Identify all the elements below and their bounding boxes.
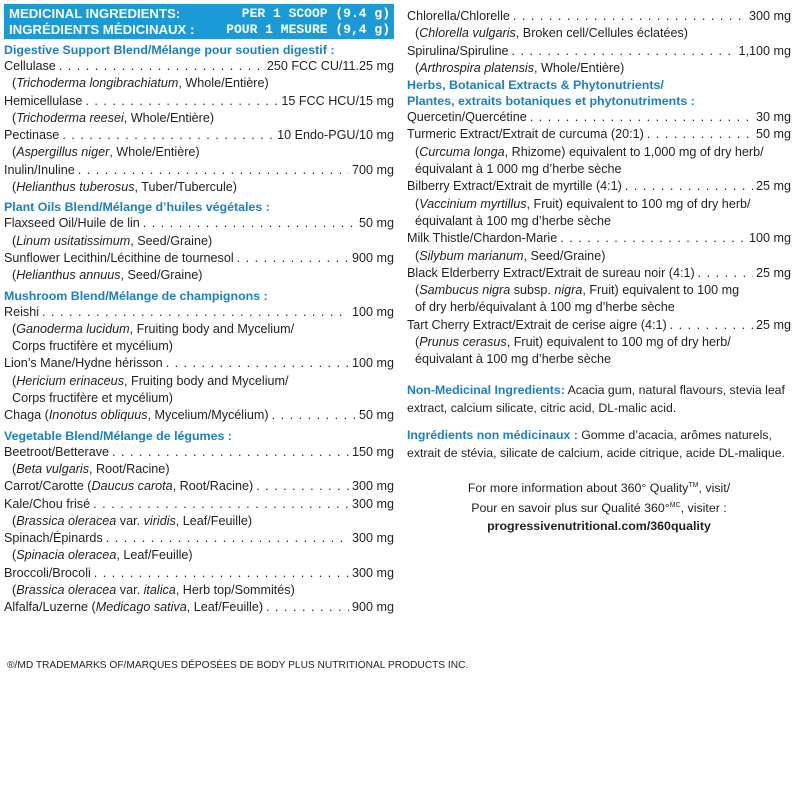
- ingredient-amount: 50 mg: [358, 216, 394, 231]
- ingredient-amount: 300 mg: [351, 479, 394, 494]
- ingredient-row: [4, 407, 394, 424]
- non-medicinal-fr-text: Gomme d’acacia, arômes naturels, extrait de stévia, silicate de calcium, acide citrique, acide DL-malique.: [407, 427, 785, 461]
- ingredient-row: [407, 178, 791, 195]
- ingredient-name: Hemicellulase: [4, 93, 83, 108]
- more-info-fr: Pour en savoir plus sur Qualité 360°$^{MC}$, visiter :: [471, 501, 727, 516]
- ingredient-source: Corps fructifère et mycélium): [12, 339, 173, 354]
- ingredient-amount: 50 mg: [755, 127, 791, 142]
- ingredient-name: Beetroot/Betterave: [4, 444, 110, 459]
- non-medicinal-en-label: Non-Medicinal Ingredients:: [407, 382, 565, 397]
- ingredient-amount: 25 mg: [755, 265, 791, 280]
- medicinal-header: [4, 4, 394, 39]
- right-top-ingredient-list: [407, 8, 791, 77]
- leader-dots: [85, 93, 278, 110]
- ingredient-amount: 50 mg: [358, 408, 394, 423]
- ingredient-name: Bilberry Extract/Extrait de myrtille (4:1): [407, 179, 622, 194]
- ingredient-amount: 30 mg: [755, 110, 791, 125]
- ingredient-name: Broccoli/Brocoli: [4, 565, 91, 580]
- ingredient-source: (Hericium erinaceus, Fruiting body and Mycelium/: [12, 373, 289, 388]
- blend-section-title: Plant Oils Blend/Mélange d’huiles végétales :: [4, 200, 270, 215]
- ingredient-name: Spinach/Épinards: [4, 531, 103, 546]
- leader-dots: [143, 215, 356, 232]
- ingredient-name: Chlorella/Chlorelle: [407, 9, 510, 23]
- leader-dots: [94, 565, 349, 582]
- ingredient-amount: 10 Endo-PGU/10 mg: [277, 128, 394, 143]
- leader-dots: [59, 58, 264, 75]
- ingredient-row: [407, 230, 791, 247]
- leader-dots: [237, 250, 349, 267]
- ingredient-row: [4, 355, 394, 372]
- ingredient-name: Alfalfa/Luzerne (Medicago sativa, Leaf/Feuille): [4, 600, 264, 615]
- ingredient-row: [407, 109, 791, 126]
- ingredient-row: [4, 530, 394, 547]
- ingredient-name: Sunflower Lecithin/Lécithine de tournesol: [4, 250, 234, 265]
- ingredient-amount: 150 mg: [351, 444, 394, 459]
- ingredient-source: (Trichoderma reesei, Whole/Entière): [12, 110, 215, 125]
- ingredient-source: (Sambucus nigra subsp. nigra, Fruit) equivalent to 100 mg: [415, 283, 740, 298]
- ingredient-amount: 100 mg: [748, 231, 791, 246]
- header-dose-fr: POUR 1 MESURE (9,4 g): [226, 22, 390, 37]
- leader-dots: [42, 304, 349, 321]
- ingredient-name: Pectinase: [4, 128, 60, 143]
- ingredient-amount: 250 FCC CU/11.25 mg: [266, 59, 394, 73]
- leader-dots: [530, 109, 753, 126]
- ingredient-name: Inulin/Inuline: [4, 162, 75, 177]
- ingredient-amount: 15 FCC HCU/15 mg: [281, 93, 394, 108]
- ingredient-source: équivalant à 1 000 mg d’herbe sèche: [415, 162, 622, 177]
- ingredient-name: Reishi: [4, 304, 39, 319]
- ingredient-name: Chaga (Inonotus obliquus, Mycelium/Mycélium): [4, 408, 269, 423]
- ingredient-row: [4, 444, 394, 461]
- leader-dots: [112, 444, 349, 461]
- left-ingredient-list: [4, 42, 394, 617]
- herbs-section-title-en: Herbs, Botanical Extracts & Phytonutrients/: [407, 78, 664, 93]
- ingredient-amount: 100 mg: [351, 304, 394, 319]
- blend-section-title: Digestive Support Blend/Mélange pour soutien digestif :: [4, 43, 335, 57]
- blend-section-title: Mushroom Blend/Mélange de champignons :: [4, 288, 268, 303]
- header-label-en: MEDICINAL INGREDIENTS:: [9, 6, 181, 21]
- ingredient-source: équivalant à 100 mg d’herbe sèche: [415, 213, 612, 228]
- ingredient-source: (Vaccinium myrtillus, Fruit) equivalent to 100 mg of dry herb/: [415, 196, 751, 211]
- ingredient-source: (Ganoderma lucidum, Fruiting body and Mycelium/: [12, 321, 295, 336]
- ingredient-source: (Prunus cerasus, Fruit) equivalent to 100 mg of dry herb/: [415, 335, 731, 350]
- leader-dots: [670, 317, 753, 334]
- leader-dots: [106, 530, 349, 547]
- non-medicinal-en: [407, 381, 791, 418]
- ingredient-source: (Chlorella vulgaris, Broken cell/Cellules éclatées): [415, 26, 688, 41]
- ingredient-amount: 25 mg: [755, 317, 791, 332]
- ingredient-row: [407, 8, 791, 25]
- header-label-fr: INGRÉDIENTS MÉDICINAUX :: [9, 22, 195, 37]
- ingredient-name: Tart Cherry Extract/Extrait de cerise aigre (4:1): [407, 317, 667, 332]
- leader-dots: [78, 162, 349, 179]
- left-column: [4, 4, 394, 617]
- ingredient-name: Turmeric Extract/Extrait de curcuma (20:1): [407, 127, 644, 142]
- ingredient-name: Kale/Chou frisé: [4, 496, 91, 511]
- ingredient-amount: 700 mg: [351, 162, 394, 177]
- ingredient-amount: 300 mg: [351, 531, 394, 546]
- ingredient-row: [4, 496, 394, 513]
- ingredient-source: (Beta vulgaris, Root/Racine): [12, 461, 170, 476]
- ingredient-source: of dry herb/équivalant à 100 mg d’herbe sèche: [415, 300, 675, 315]
- ingredient-source: (Helianthus annuus, Seed/Graine): [12, 268, 203, 283]
- more-info-url[interactable]: progressivenutritional.com/360quality: [487, 518, 711, 533]
- herbs-section-title-fr: Plantes, extraits botaniques et phytonutriments :: [407, 94, 695, 109]
- ingredient-source: Corps fructifère et mycélium): [12, 391, 173, 406]
- leader-dots: [93, 496, 349, 513]
- ingredient-amount: 1,100 mg: [738, 43, 791, 58]
- ingredient-row: [407, 126, 791, 143]
- ingredient-source: (Spinacia oleracea, Leaf/Feuille): [12, 548, 193, 563]
- ingredient-name: Lion’s Mane/Hydne hérisson: [4, 356, 163, 371]
- leader-dots: [625, 178, 753, 195]
- ingredient-row: [4, 58, 394, 75]
- ingredient-row: [4, 304, 394, 321]
- ingredient-source: (Brassica oleracea var. viridis, Leaf/Feuille): [12, 513, 253, 528]
- ingredient-name: Spirulina/Spiruline: [407, 43, 509, 58]
- more-info-en: For more information about 360° Quality™, visit/: [467, 480, 731, 495]
- leader-dots: [266, 599, 349, 616]
- leader-dots: [62, 127, 274, 144]
- leader-dots: [256, 478, 349, 495]
- leader-dots: [166, 355, 349, 372]
- leader-dots: [512, 43, 736, 60]
- ingredient-amount: 100 mg: [351, 356, 394, 371]
- non-medicinal-en-text: Acacia gum, natural flavours, stevia leaf extract, calcium silicate, citric acid, DL-malic acid.: [407, 382, 785, 416]
- non-medicinal-fr-label: Ingrédients non médicinaux :: [407, 427, 578, 442]
- ingredient-amount: 300 mg: [351, 565, 394, 580]
- ingredient-row: [4, 478, 394, 495]
- ingredient-amount: 300 mg: [351, 496, 394, 511]
- herbs-ingredient-list: [407, 109, 791, 368]
- ingredient-source: (Silybum marianum, Seed/Graine): [415, 248, 606, 263]
- ingredient-name: Milk Thistle/Chardon-Marie: [407, 231, 558, 246]
- ingredient-row: [4, 93, 394, 110]
- blend-section-title: Vegetable Blend/Mélange de légumes :: [4, 428, 232, 443]
- ingredient-source: (Aspergillus niger, Whole/Entière): [12, 145, 200, 160]
- ingredient-amount: 25 mg: [755, 179, 791, 194]
- ingredient-source: (Trichoderma longibrachiatum, Whole/Entière): [12, 76, 269, 91]
- ingredient-source: (Arthrospira platensis, Whole/Entière): [415, 60, 625, 75]
- more-info: [407, 477, 791, 536]
- ingredient-name: Flaxseed Oil/Huile de lin: [4, 216, 140, 231]
- ingredient-name: Quercetin/Quercétine: [407, 110, 527, 125]
- leader-dots: [513, 8, 746, 25]
- ingredient-amount: 300 mg: [748, 9, 791, 23]
- ingredient-name: Black Elderberry Extract/Extrait de sureau noir (4:1): [407, 265, 695, 280]
- ingredient-row: [4, 127, 394, 144]
- leader-dots: [698, 265, 753, 282]
- ingredient-source: équivalant à 100 mg d’herbe sèche: [415, 352, 612, 367]
- ingredient-source: (Curcuma longa, Rhizome) equivalent to 1,000 mg of dry herb/: [415, 144, 764, 159]
- leader-dots: [560, 230, 746, 247]
- ingredient-name: Carrot/Carotte (Daucus carota, Root/Racine): [4, 479, 254, 494]
- ingredient-row: [4, 215, 394, 232]
- ingredient-source: (Linum usitatissimum, Seed/Graine): [12, 233, 213, 248]
- ingredient-row: [407, 265, 791, 282]
- header-dose-en: PER 1 SCOOP (9.4 g): [241, 6, 390, 21]
- non-medicinal-fr: [407, 426, 791, 463]
- ingredient-row: [4, 162, 394, 179]
- right-column: [407, 8, 791, 535]
- leader-dots: [272, 407, 356, 424]
- ingredient-source: (Brassica oleracea var. italica, Herb top/Sommités): [12, 583, 295, 598]
- ingredient-amount: 900 mg: [351, 250, 394, 265]
- ingredient-name: Cellulase: [4, 59, 56, 73]
- ingredient-row: [407, 43, 791, 60]
- ingredient-amount: 900 mg: [351, 600, 394, 615]
- ingredient-row: [4, 599, 394, 616]
- ingredient-row: [407, 317, 791, 334]
- trademark-footer: ®/MD TRADEMARKS OF/MARQUES DÉPOSÉES DE BODY PLUS NUTRITIONAL PRODUCTS INC.: [7, 660, 469, 671]
- ingredient-row: [4, 250, 394, 267]
- ingredient-source: (Helianthus tuberosus, Tuber/Tubercule): [12, 180, 237, 195]
- leader-dots: [647, 126, 753, 143]
- ingredient-row: [4, 565, 394, 582]
